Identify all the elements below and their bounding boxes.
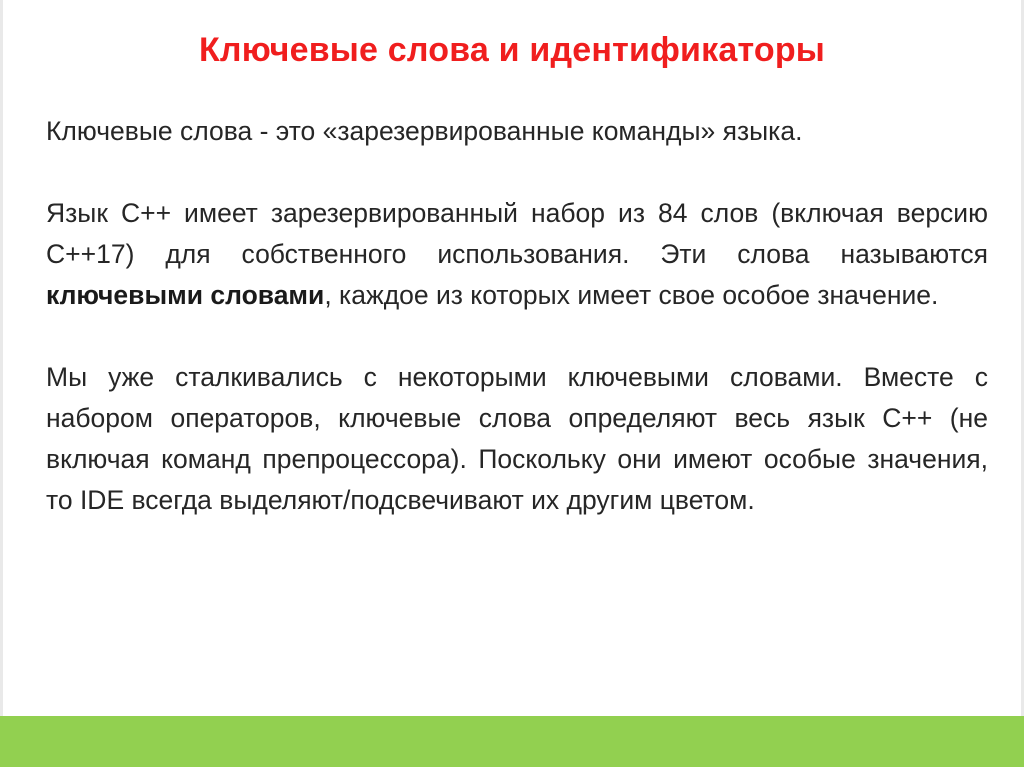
- paragraph-definition: Ключевые слова - это «зарезервированные команды» языка.: [46, 116, 803, 146]
- paragraph-keyword-count: [46, 193, 988, 316]
- paragraph-ide-highlighting: Мы уже сталкивались с некоторыми ключевыми словами. Вместе с набором операторов, ключевые слова определяют весь язык С++ (не включая команд препроцессора). Поскольку они имеют особые значения, то IDE всегда выделяют/подсвечивают их другим цветом.: [46, 362, 988, 515]
- paragraph-keyword-count-start: Язык С++ имеет зарезервированный набор из 84 слов (включая версию С++17) для собственного использования. Эти слова называются: [46, 198, 988, 269]
- slide-body: [46, 111, 988, 562]
- paragraph-keyword-count-end: , каждое из которых имеет свое особое значение.: [324, 280, 939, 310]
- footer-green-bar: [0, 716, 1024, 767]
- slide-left-edge: [0, 0, 3, 716]
- keywords-bold-term: ключевыми словами: [46, 280, 325, 310]
- slide-title: Ключевые слова и идентификаторы: [198, 31, 826, 69]
